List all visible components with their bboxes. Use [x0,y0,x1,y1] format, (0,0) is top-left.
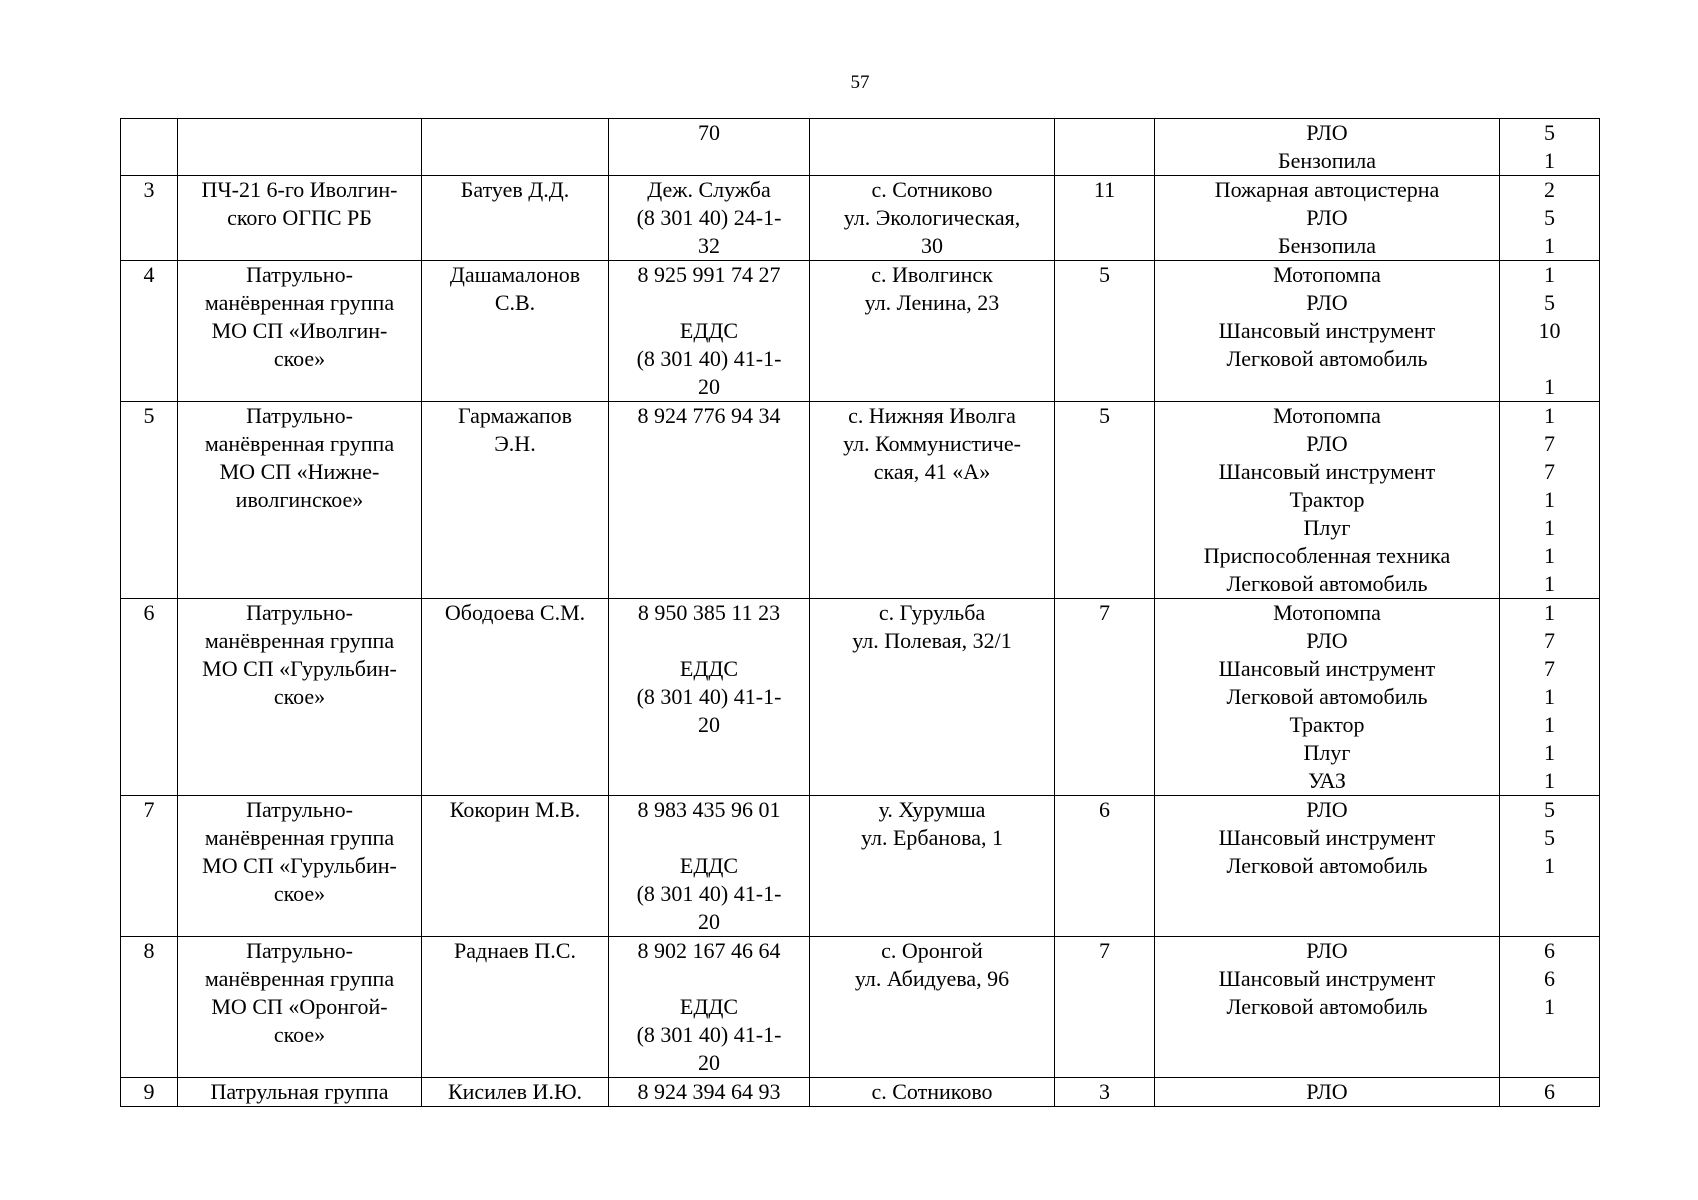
cell-line: 7 [1099,600,1110,625]
cell-line: 1 [1544,994,1555,1019]
cell-equipment [1155,937,1500,1078]
cell-staff-count [1055,402,1155,599]
cell-quantity [1500,796,1600,937]
cell-line: 7 [1544,459,1555,484]
cell-line: Патрульно- [246,938,353,963]
cell-head-name [422,176,609,261]
cell-line: РЛО [1306,431,1348,456]
cell-line: 8 950 385 11 23 [637,600,781,625]
cell-line: Легковой автомобиль [1226,571,1428,596]
cell-unit-name [178,261,422,402]
cell-quantity [1500,1078,1600,1107]
cell-line: манёвренная группа [204,966,395,991]
cell-line: 20 [698,712,720,737]
cell-line: Мотопомпа [1273,403,1381,428]
cell-line: (8 301 40) 41-1- [636,881,782,906]
cell-line: Мотопомпа [1273,600,1381,625]
cell-number [121,937,178,1078]
cell-address [810,119,1055,176]
cell-unit-name [178,402,422,599]
cell-phone [609,119,810,176]
cell-line: 1 [1544,740,1555,765]
cell-line: Деж. Служба [647,177,771,202]
table-row [121,176,1600,261]
cell-phone [609,796,810,937]
cell-address [810,937,1055,1078]
cell-line: ПЧ-21 6-го Иволгин- [201,177,398,202]
cell-line: Шансовый инструмент [1218,459,1436,484]
cell-line: 1 [1544,712,1555,737]
cell-quantity [1500,119,1600,176]
cell-line: 6 [143,600,155,625]
cell-line: манёвренная группа [204,290,395,315]
cell-equipment [1155,402,1500,599]
cell-line: Кисилев И.Ю. [447,1079,583,1104]
cell-line: МО СП «Гурульбин- [202,853,397,878]
cell-line: 5 [1099,262,1110,287]
cell-address [810,402,1055,599]
cell-line: РЛО [1306,938,1348,963]
cell-line: манёвренная группа [204,431,395,456]
cell-line: Легковой автомобиль [1226,684,1428,709]
cell-line: 6 [1544,966,1555,991]
cell-quantity [1500,599,1600,796]
table-row [121,1078,1600,1107]
cell-line: с. Оронгой [881,938,983,963]
cell-line: Плуг [1303,515,1351,540]
cell-staff-count [1055,937,1155,1078]
cell-line: 6 [1544,1079,1555,1104]
cell-line: ул. Абидуева, 96 [854,966,1010,991]
cell-line: с. Сотниково [871,1079,993,1104]
cell-line: (8 301 40) 41-1- [636,1022,782,1047]
cell-address [810,796,1055,937]
cell-line: 8 924 394 64 93 [637,1079,781,1104]
table-row [121,937,1600,1078]
table-row [121,119,1600,176]
cell-line: Кокорин М.В. [449,797,581,822]
cell-line: 1 [1544,768,1555,793]
cell-head-name [422,402,609,599]
cell-number [121,1078,178,1107]
cell-line: 1 [1544,233,1555,258]
cell-line: 1 [1544,403,1555,428]
cell-line: 7 [1544,431,1555,456]
cell-line: (8 301 40) 41-1- [636,684,782,709]
cell-line: Шансовый инструмент [1218,318,1436,343]
cell-line: ул. Ербанова, 1 [860,825,1004,850]
cell-line [1504,345,1595,373]
cell-number [121,261,178,402]
cell-line: ского ОГПС РБ [227,205,372,230]
cell-line: ская, 41 «А» [873,459,991,484]
cell-line: Раднаев П.С. [454,938,576,963]
cell-line: 30 [921,233,943,258]
cell-line: РЛО [1306,205,1348,230]
cell-line: 1 [1544,571,1555,596]
cell-line [814,119,1050,147]
cell-line: 6 [1099,797,1110,822]
cell-line: Бензопила [1277,148,1377,173]
cell-equipment [1155,119,1500,176]
cell-line: ское» [273,881,326,906]
cell-line: 1 [1544,515,1555,540]
cell-line: Приспособленная техника [1203,543,1451,568]
cell-line: 1 [1544,262,1555,287]
cell-quantity [1500,402,1600,599]
page-number: 57 [850,72,870,93]
cell-line: 2 [1544,177,1555,202]
cell-line: с. Гурульба [878,600,986,625]
cell-line: 20 [698,374,720,399]
cell-line: С.В. [494,290,536,315]
cell-line [613,289,805,317]
cell-line: Шансовый инструмент [1218,966,1436,991]
cell-line: Бензопила [1277,233,1377,258]
cell-line: Ободоева С.М. [444,600,586,625]
cell-line: Патрульно- [246,600,353,625]
cell-line: манёвренная группа [204,825,395,850]
cell-line: ЕДДС [679,318,739,343]
cell-line: 1 [1544,684,1555,709]
cell-line: 8 924 776 94 34 [637,403,781,428]
cell-staff-count [1055,796,1155,937]
cell-line: 7 [1544,628,1555,653]
cell-equipment [1155,599,1500,796]
cell-line: у. Хурумша [878,797,986,822]
cell-head-name [422,261,609,402]
cell-line: (8 301 40) 24-1- [636,205,782,230]
cell-line: 4 [143,262,155,287]
cell-line: манёвренная группа [204,628,395,653]
cell-quantity [1500,261,1600,402]
cell-line: Э.Н. [494,431,536,456]
cell-line: 1 [1544,487,1555,512]
cell-staff-count [1055,119,1155,176]
cell-equipment [1155,796,1500,937]
cell-line [1059,119,1150,147]
cell-line: Патрульно- [246,262,353,287]
cell-line: Батуев Д.Д. [460,177,570,202]
cell-head-name [422,1078,609,1107]
table-row [121,261,1600,402]
cell-line: ул. Коммунистиче- [843,431,1021,456]
cell-line: 1 [1544,543,1555,568]
cell-line: 8 983 435 96 01 [637,797,781,822]
cell-line [426,119,604,147]
cell-staff-count [1055,599,1155,796]
cell-line: с. Сотниково [871,177,993,202]
cell-line: 5 [1544,205,1555,230]
cell-equipment [1155,261,1500,402]
cell-line: ское» [273,346,326,371]
cell-line: Дашамалонов [449,262,581,287]
cell-line [613,824,805,852]
cell-line: ул. Полевая, 32/1 [852,628,1012,653]
cell-unit-name [178,937,422,1078]
cell-line: 1 [1544,148,1555,173]
cell-address [810,1078,1055,1107]
cell-line: РЛО [1306,797,1348,822]
equipment-table [120,118,1600,1107]
cell-equipment [1155,1078,1500,1107]
cell-line: 5 [143,403,155,428]
cell-line: с. Иволгинск [871,262,993,287]
cell-line: ул. Экологическая, [843,205,1021,230]
cell-line [613,627,805,655]
cell-line: РЛО [1306,1079,1348,1104]
cell-line: 70 [698,120,720,145]
cell-line: МО СП «Гурульбин- [202,656,397,681]
cell-line: Патрульная группа [210,1079,389,1104]
cell-line: 5 [1544,797,1555,822]
cell-line: 8 902 167 46 64 [637,938,781,963]
cell-line: 20 [698,909,720,934]
cell-line: Пожарная автоцистерна [1214,177,1440,202]
cell-line: Легковой автомобиль [1226,853,1428,878]
cell-phone [609,1078,810,1107]
cell-line: МО СП «Оронгой- [211,994,388,1019]
cell-line: Патрульно- [246,403,353,428]
cell-line: РЛО [1306,290,1348,315]
cell-line: Плуг [1303,740,1351,765]
cell-line: Гармажапов [458,403,572,428]
cell-number [121,119,178,176]
cell-line: 5 [1544,290,1555,315]
table-row [121,402,1600,599]
cell-number [121,402,178,599]
cell-head-name [422,937,609,1078]
table-row [121,599,1600,796]
cell-line [182,119,417,147]
cell-number [121,599,178,796]
cell-unit-name [178,599,422,796]
cell-phone [609,261,810,402]
cell-line: 8 925 991 74 27 [637,262,781,287]
cell-phone [609,402,810,599]
cell-phone [609,599,810,796]
cell-line: 10 [1538,318,1561,343]
cell-line: с. Нижняя Иволга [848,403,1016,428]
cell-line: ЕДДС [679,994,739,1019]
cell-line: 6 [1544,938,1555,963]
cell-phone [609,937,810,1078]
cell-unit-name [178,1078,422,1107]
cell-line: 32 [698,233,720,258]
cell-line: Легковой автомобиль [1226,346,1428,371]
cell-line: ское» [273,1022,326,1047]
cell-line: МО СП «Нижне- [219,459,380,484]
cell-line: ул. Ленина, 23 [864,290,1000,315]
cell-staff-count [1055,176,1155,261]
cell-staff-count [1055,1078,1155,1107]
cell-unit-name [178,176,422,261]
cell-line: 5 [1544,825,1555,850]
cell-quantity [1500,937,1600,1078]
cell-line: РЛО [1306,628,1348,653]
cell-line: 3 [1099,1079,1110,1104]
cell-line: 3 [143,177,155,202]
cell-line: Мотопомпа [1273,262,1381,287]
cell-line: 5 [1099,403,1110,428]
cell-line: 5 [1544,120,1555,145]
cell-address [810,261,1055,402]
cell-line: 7 [1099,938,1110,963]
cell-head-name [422,119,609,176]
cell-line: 1 [1544,374,1555,399]
cell-line: Трактор [1289,712,1365,737]
cell-line: Патрульно- [246,797,353,822]
cell-line: ЕДДС [679,853,739,878]
cell-line: Шансовый инструмент [1218,825,1436,850]
cell-head-name [422,599,609,796]
cell-number [121,176,178,261]
cell-line: ЕДДС [679,656,739,681]
cell-line: 20 [698,1050,720,1075]
cell-equipment [1155,176,1500,261]
cell-unit-name [178,119,422,176]
cell-phone [609,176,810,261]
cell-address [810,599,1055,796]
cell-line: иволгинское» [235,487,364,512]
cell-line: 9 [143,1079,155,1104]
cell-line: Трактор [1289,487,1365,512]
cell-line: МО СП «Иволгин- [211,318,388,343]
cell-line: (8 301 40) 41-1- [636,346,782,371]
cell-line: 1 [1544,600,1555,625]
cell-line: Шансовый инструмент [1218,656,1436,681]
cell-line: УАЗ [1308,768,1346,793]
cell-unit-name [178,796,422,937]
cell-line [125,119,173,147]
cell-line: 11 [1093,177,1116,202]
cell-line: 7 [143,797,155,822]
cell-line [613,965,805,993]
cell-number [121,796,178,937]
cell-line: 8 [143,938,155,963]
table-body [121,119,1600,1107]
cell-line: ское» [273,684,326,709]
cell-staff-count [1055,261,1155,402]
cell-address [810,176,1055,261]
cell-line: РЛО [1306,120,1348,145]
cell-quantity [1500,176,1600,261]
cell-line: Легковой автомобиль [1226,994,1428,1019]
cell-head-name [422,796,609,937]
table-row [121,796,1600,937]
cell-line: 7 [1544,656,1555,681]
cell-line: 1 [1544,853,1555,878]
